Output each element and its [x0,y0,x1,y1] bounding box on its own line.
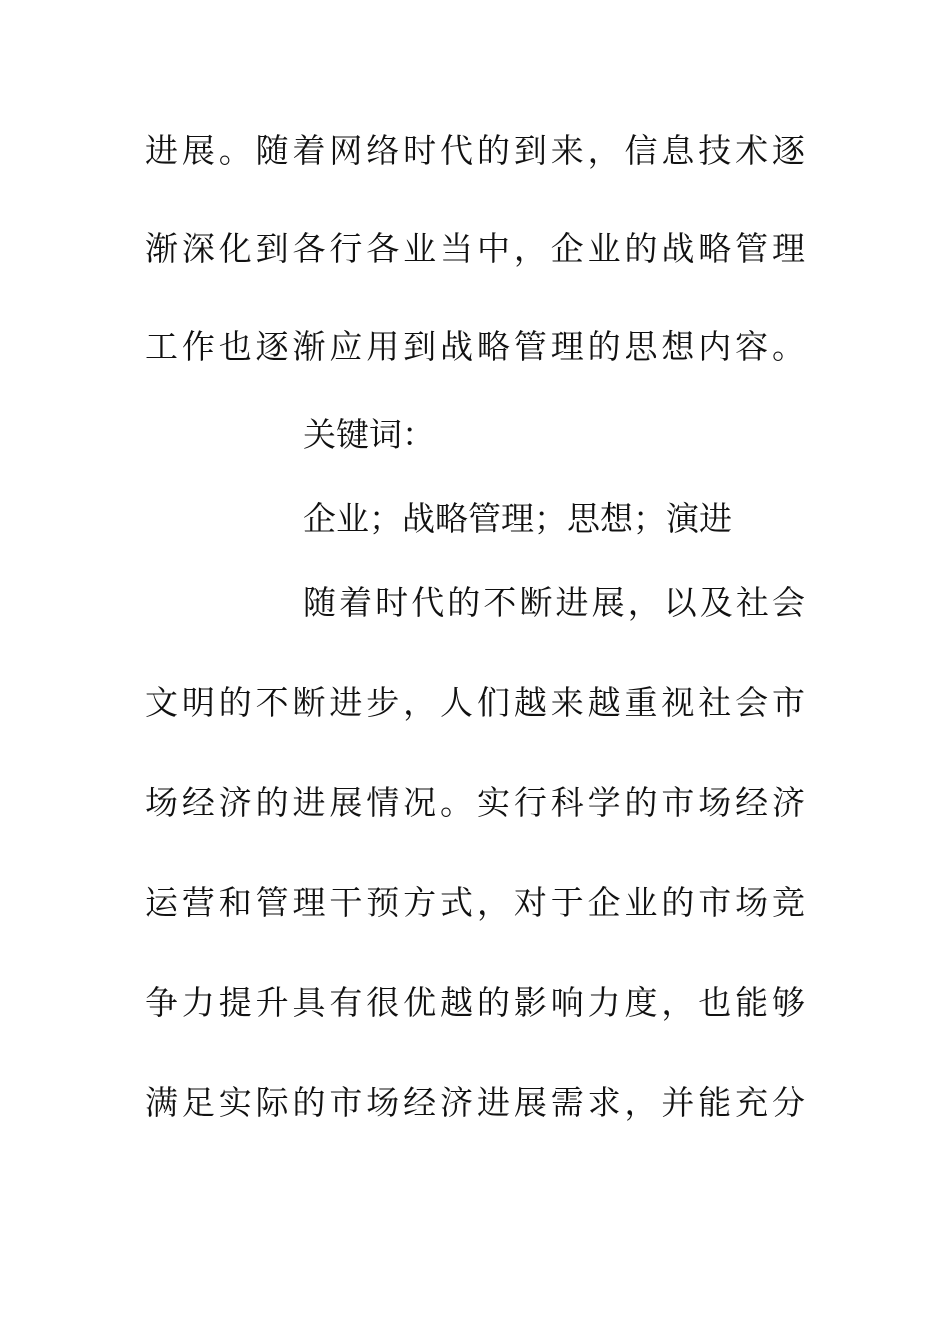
paragraph-line: 运营和管理干预方式，对于企业的市场竞 [145,883,805,922]
paragraph-line: 文明的不断进步，人们越来越重视社会市 [145,683,805,722]
paragraph-first-line: 随着时代的不断进展，以及社会 [303,583,805,622]
paragraph-line: 争力提升具有很优越的影响力度，也能够 [145,983,805,1022]
paragraph-line: 进展。随着网络时代的到来，信息技术逐 [145,131,805,170]
paragraph-line: 满足实际的市场经济进展需求，并能充分 [145,1083,805,1122]
keywords-list: 企业；战略管理；思想；演进 [303,499,732,538]
keywords-heading: 关键词： [303,415,435,454]
paragraph-line: 场经济的进展情况。实行科学的市场经济 [145,783,805,822]
paragraph-line: 工作也逐渐应用到战略管理的思想内容。 [145,327,805,366]
paragraph-line: 渐深化到各行各业当中，企业的战略管理 [145,229,805,268]
